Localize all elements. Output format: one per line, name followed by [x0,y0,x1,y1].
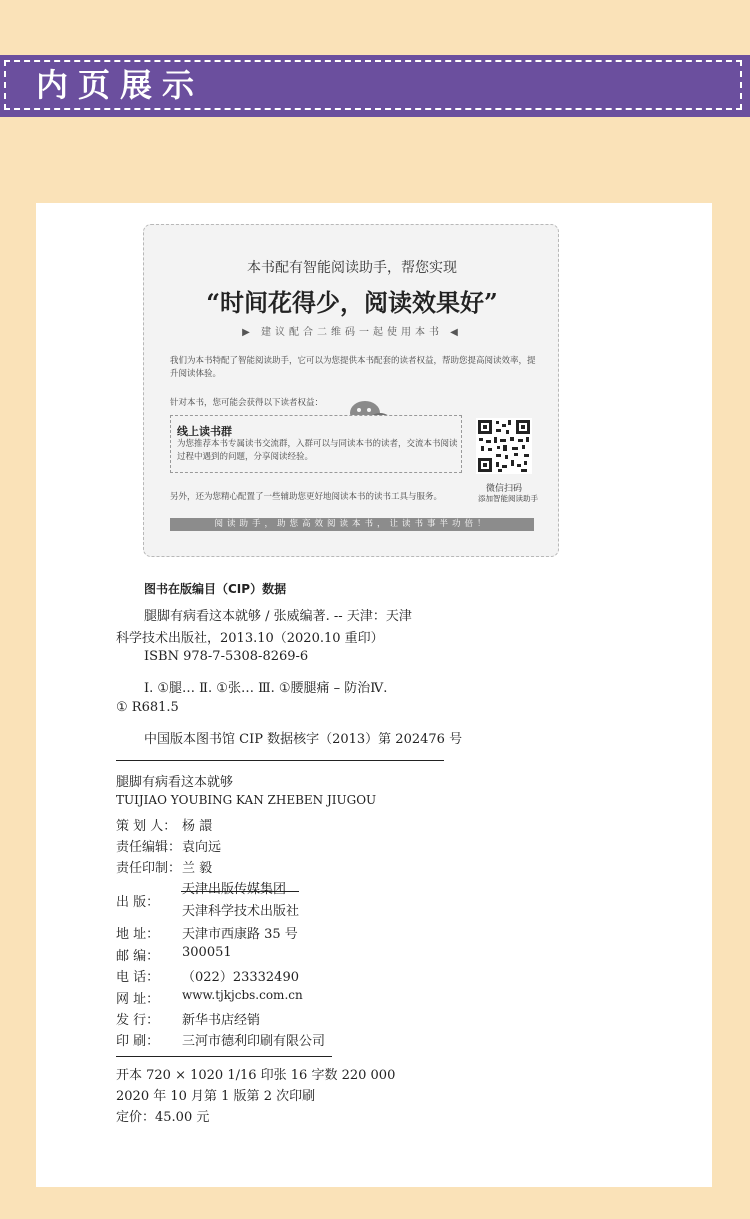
cip-record: 中国版本图书馆 CIP 数据核字（2013）第 202476 号 [144,732,463,747]
detail-value: （022）23332490 [182,970,299,985]
detail-value: 三河市德利印刷有限公司 [182,1034,326,1049]
cip-divider [116,760,444,761]
publisher-name: 天津科学技术出版社 [182,904,300,919]
card-tools-note: 另外，还为您精心配置了一些辅助您更好地阅读本书的读书工具与服务。 [170,492,443,502]
cip-line2: 科学技术出版社，2013.10（2020.10 重印） [116,631,384,646]
card-hint: ▶ 建议配合二维码一起使用本书 ◀ [242,327,462,338]
credit-label: 责任印制： [116,861,182,876]
cip-class2: ① R681.5 [116,700,179,715]
detail-label: 印 刷： [116,1034,160,1049]
book-title: 腿脚有病看这本就够 [116,775,234,790]
credit-label: 策 划 人： [116,819,177,834]
publisher-divider [181,891,299,892]
qr-label: 微信扫码 [485,484,522,494]
credit-label: 责任编辑： [116,840,182,855]
detail-label: 邮 编： [116,949,160,964]
detail-value: 300051 [182,945,232,960]
detail-value: 新华书店经销 [182,1013,261,1028]
book-format: 开本 720 × 1020 1/16 印张 16 字数 220 000 [116,1068,396,1083]
detail-label: 发 行： [116,1013,160,1028]
cip-class1: Ⅰ. ①腿… Ⅱ. ①张… Ⅲ. ①腰腿痛 – 防治Ⅳ. [144,681,388,696]
detail-value: 天津市西康路 35 号 [182,927,298,942]
cip-heading: 图书在版编目（CIP）数据 [144,582,287,596]
reading-assistant-card [143,224,559,557]
card-intro: 我们为本书特配了智能阅读助手，它可以为您提供本书配套的读者权益，帮助您提高阅读效率，提升阅读体验。 [170,356,536,379]
cip-line1: 腿脚有病看这本就够 / 张威编著. -- 天津：天津 [144,609,412,624]
card-subtitle: 本书配有智能阅读助手，帮您实现 [247,260,457,276]
cip-isbn: ISBN 978-7-5308-8269-6 [144,649,309,664]
specs-divider [116,1056,332,1057]
reader-group-box [170,415,462,473]
detail-label: 地 址： [116,927,160,942]
section-banner [0,55,750,117]
card-headline: “时间花得少，阅读效果好” [206,288,498,317]
publisher-group: 天津出版传媒集团 [182,882,287,897]
publisher-label: 出 版： [116,895,160,910]
credit-value: 杨 譞 [182,819,213,834]
credit-value: 兰 毅 [182,861,213,876]
book-page [36,203,712,1187]
qr-sublabel: 添加智能阅读助手 [478,494,538,503]
detail-value: www.tjkjcbs.com.cn [182,988,303,1002]
card-benefits-lead: 针对本书，您可能会获得以下读者权益： [170,398,324,408]
credit-value: 袁向远 [182,840,222,855]
qr-code-icon[interactable] [476,418,532,474]
banner-title: 内页展示 [36,66,205,104]
book-price: 定价：45.00 元 [116,1110,210,1125]
card-slogan: 阅读助手，助您高效阅读本书，让读书事半功倍！ [170,518,534,531]
reader-group-title: 线上读书群 [177,425,232,438]
reader-group-description: 为您推荐本书专属读书交流群，入群可以与同读本书的读者，交流本书阅读过程中遇到的问题，分享阅读经验。 [177,439,458,462]
detail-label: 电 话： [116,970,160,985]
book-pinyin: TUIJIAO YOUBING KAN ZHEBEN JIUGOU [116,793,377,807]
detail-label: 网 址： [116,992,160,1007]
book-edition: 2020 年 10 月第 1 版第 2 次印刷 [116,1089,316,1104]
